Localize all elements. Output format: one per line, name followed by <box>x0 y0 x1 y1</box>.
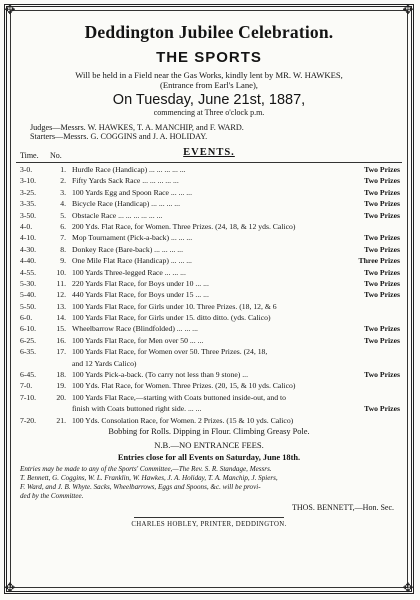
event-row <box>16 221 402 232</box>
time-column-label: Time. <box>20 151 39 160</box>
note-line: ded by the Committee. <box>20 491 84 500</box>
event-row <box>16 415 402 426</box>
event-description: 100 Yds. Flat Race, for Women. Three Prizes. (20, 15, & 10 yds. Calico) <box>72 381 296 391</box>
event-description: Donkey Race (Bare-back) ... ... ... ... <box>72 244 183 254</box>
event-time: 3-25. <box>20 187 37 197</box>
event-row <box>16 301 402 312</box>
event-prize: Two Prizes <box>364 165 400 174</box>
event-time: 4-10. <box>20 233 37 243</box>
event-prize: Two Prizes <box>364 199 400 209</box>
event-time: 7-0. <box>20 381 33 391</box>
note-line: F. Ward, and J. B. Whyte. Sacks, Wheelbarrows, Eggs and Spoons, &c. will be provi- <box>20 482 261 491</box>
event-prize: Two Prizes <box>364 210 400 220</box>
event-row <box>16 323 402 334</box>
event-description: 100 Yards Pick-a-back. (To carry not less than 9 stone) ... <box>72 370 249 380</box>
divider <box>134 517 284 518</box>
event-prize: Two Prizes <box>364 187 400 197</box>
poster-title: Deddington Jubilee Celebration. <box>84 22 334 42</box>
event-description: 100 Yards Egg and Spoon Race ... ... ... <box>72 187 193 197</box>
event-row <box>16 369 402 380</box>
secretary-line <box>16 501 402 513</box>
event-number: 4. <box>60 199 66 209</box>
event-prize: Two Prizes <box>364 176 400 186</box>
event-time: 4-30. <box>20 244 37 254</box>
event-description: Fifty Yards Sack Race ... ... ... ... ... <box>72 176 179 186</box>
start-time: commencing at Three o'clock p.m. <box>153 108 265 117</box>
event-number: 9. <box>60 256 66 266</box>
poster-subtitle: THE SPORTS <box>156 49 262 66</box>
event-number: 12. <box>56 290 66 300</box>
corner-ornament-icon: ✥ <box>402 2 414 17</box>
event-description: 220 Yards Flat Race, for Boys under 10 ... ... <box>72 278 209 288</box>
event-row <box>16 403 402 414</box>
event-description: 100 Yards Flat Race, for Men over 50 ... ... <box>72 335 204 345</box>
event-list <box>16 164 402 426</box>
event-row <box>16 312 402 323</box>
event-number: 8. <box>60 244 66 254</box>
event-row <box>16 232 402 243</box>
event-row <box>16 175 402 186</box>
event-row <box>16 380 402 391</box>
nb-line: N.B.—NO ENTRANCE FEES. <box>154 439 264 450</box>
note-line: T. Bennett, G. Coggins, W. L. Franklin, W. Hawkes, J. A. Holiday, T. A. Manchip, J. Spiers, <box>20 473 278 482</box>
event-description: Mop Tournament (Pick-a-back) ... ... ... <box>72 233 193 243</box>
entries-note <box>20 465 402 501</box>
event-time: 5-40. <box>20 290 37 300</box>
event-description: 100 Yards Flat Race, for Women over 50. Three Prizes. (24, 18, <box>72 347 268 357</box>
judges-line: Judges—Messrs. W. HAWKES, T. A. MANCHIP, and F. WARD. <box>30 123 244 132</box>
event-row <box>16 358 402 369</box>
event-number: 14. <box>56 313 66 323</box>
event-prize: Two Prizes <box>364 324 400 334</box>
event-time: 5-50. <box>20 301 37 311</box>
event-number: 13. <box>56 301 66 311</box>
event-time: 7-10. <box>20 392 37 402</box>
event-time: 6-10. <box>20 324 37 334</box>
venue-line: Will be held in a Field near the Gas Works, kindly lent by MR. W. HAWKES, <box>75 70 343 80</box>
event-description: One Mile Flat Race (Handicap) ... ... ... <box>72 256 192 266</box>
event-number: 5. <box>60 210 66 220</box>
event-description: finish with Coats buttoned right side. ... ... <box>72 404 202 414</box>
events-heading: EVENTS. <box>183 147 235 158</box>
poster-content <box>16 18 402 528</box>
event-description: 100 Yards Flat Race,—starting with Coats buttoned inside-out, and to <box>72 392 286 402</box>
event-row <box>16 335 402 346</box>
event-number: 3. <box>60 187 66 197</box>
event-prize: Two Prizes <box>364 404 400 414</box>
event-time: 6-0. <box>20 313 33 323</box>
event-row <box>16 198 402 209</box>
event-prize: Three Prizes <box>358 256 400 266</box>
event-description: 440 Yards Flat Race, for Boys under 15 ... ... <box>72 290 209 300</box>
event-prize: Two Prizes <box>364 244 400 254</box>
event-time: 4-0. <box>20 221 33 231</box>
event-description: Obstacle Race ... ... ... ... ... ... <box>72 210 163 220</box>
event-time: 4-40. <box>20 256 37 266</box>
corner-ornament-icon: ✥ <box>402 580 414 595</box>
event-description: 100 Yards Flat Race, for Girls under 10. Three Prizes. (18, 12, & 6 <box>72 301 277 311</box>
event-row <box>16 289 402 300</box>
event-prize: Two Prizes <box>364 290 400 300</box>
number-column-label: No. <box>50 151 62 160</box>
event-time: 6-35. <box>20 347 37 357</box>
event-number: 6. <box>60 221 66 231</box>
event-number: 20. <box>56 392 66 402</box>
event-description: 200 Yds. Flat Race, for Women. Three Prizes. (24, 18, & 12 yds. Calico) <box>72 221 296 231</box>
event-row <box>16 255 402 266</box>
event-time: 6-45. <box>20 370 37 380</box>
corner-ornament-icon: ✥ <box>4 2 16 17</box>
header-rule <box>16 162 402 163</box>
event-number: 18. <box>56 370 66 380</box>
note-line: Entries may be made to any of the Sports' Committee,—The Rev. S. R. Standage, Messrs. <box>20 464 272 473</box>
event-row <box>16 164 402 175</box>
event-prize: Two Prizes <box>364 335 400 345</box>
event-time: 3-35. <box>20 199 37 209</box>
event-row <box>16 278 402 289</box>
event-row <box>16 267 402 278</box>
event-number: 7. <box>60 233 66 243</box>
event-prize: Two Prizes <box>364 278 400 288</box>
event-time: 3-10. <box>20 176 37 186</box>
event-time: 3-0. <box>20 165 33 174</box>
event-number: 2. <box>60 176 66 186</box>
event-description: Hurdle Race (Handicap) ... ... ... ... ... <box>72 165 186 174</box>
event-description: Wheelbarrow Race (Blindfolded) ... ... ... <box>72 324 198 334</box>
event-time: 6-25. <box>20 335 37 345</box>
event-description: 100 Yards Flat Race, for Girls under 15. ditto ditto. (yds. Calico) <box>72 313 271 323</box>
event-time: 5-30. <box>20 278 37 288</box>
entrance-line: (Entrance from Earl's Lane), <box>160 80 258 90</box>
starters-line: Starters—Messrs. G. COGGINS and J. A. HOLIDAY. <box>30 132 208 141</box>
event-description: Bicycle Race (Handicap) ... ... ... ... <box>72 199 181 209</box>
event-number: 17. <box>56 347 66 357</box>
event-row <box>16 210 402 221</box>
event-row <box>16 244 402 255</box>
extra-activities: Bobbing for Rolls. Dipping in Flour. Climbing Greasy Pole. <box>108 426 310 436</box>
event-number: 19. <box>56 381 66 391</box>
event-number: 15. <box>56 324 66 334</box>
event-row <box>16 187 402 198</box>
event-number: 1. <box>60 165 66 174</box>
event-time: 3-50. <box>20 210 37 220</box>
event-number: 10. <box>56 267 66 277</box>
secretary-name: THOS. BENNETT,—Hon. Sec. <box>291 502 394 512</box>
event-time: 4-55. <box>20 267 37 277</box>
event-description: 100 Yds. Consolation Race, for Women. 2 Prizes. (15 & 10 yds. Calico) <box>72 415 294 425</box>
event-number: 21. <box>56 415 66 425</box>
corner-ornament-icon: ✥ <box>4 580 16 595</box>
event-description: 100 Yards Three-legged Race ... ... ... <box>72 267 186 277</box>
event-prize: Two Prizes <box>364 267 400 277</box>
event-prize: Two Prizes <box>364 370 400 380</box>
events-header <box>16 147 402 161</box>
event-number: 16. <box>56 335 66 345</box>
event-row <box>16 392 402 403</box>
printer-imprint: CHARLES HOBLEY, PRINTER, DEDDINGTON. <box>131 520 287 528</box>
event-date: On Tuesday, June 21st, 1887, <box>112 92 306 108</box>
event-time: 7-20. <box>20 415 37 425</box>
event-prize: Two Prizes <box>364 233 400 243</box>
entries-close-line: Entries close for all Events on Saturday, June 18th. <box>117 452 301 462</box>
event-description: and 12 Yards Calico) <box>72 358 137 368</box>
event-number: 11. <box>56 278 66 288</box>
event-row <box>16 346 402 357</box>
